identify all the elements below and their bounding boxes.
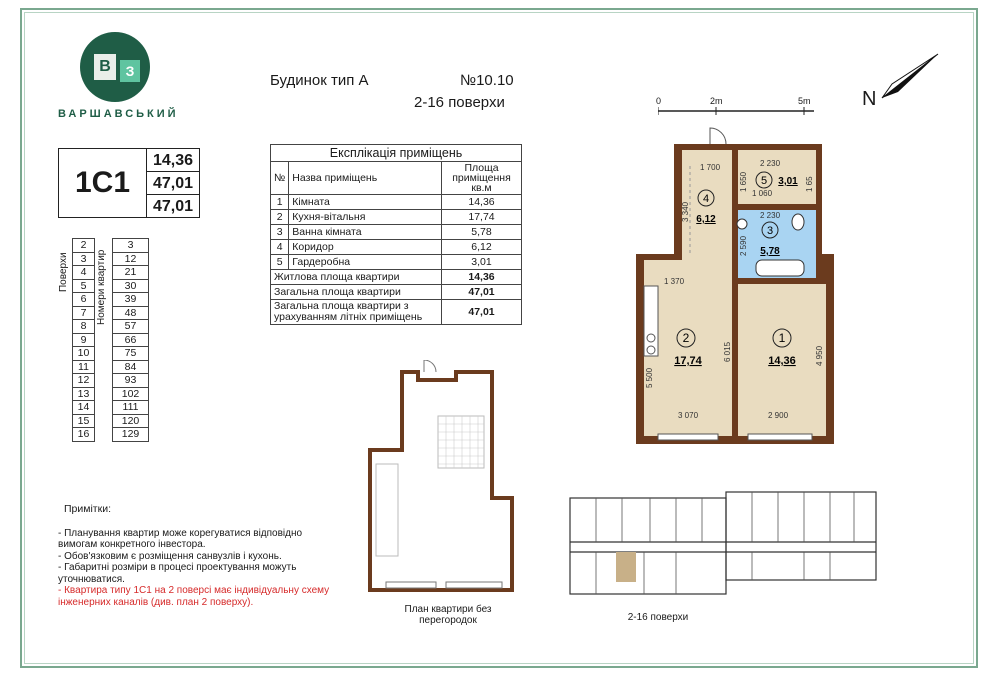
- floor-gap: [95, 401, 113, 415]
- total-summer-value: 47,01: [442, 300, 522, 325]
- floor-gap: [95, 293, 113, 307]
- floor-gap: [95, 387, 113, 401]
- north-label: N: [862, 88, 877, 110]
- room-area: 5,78: [442, 225, 522, 240]
- floor-row: [73, 428, 149, 442]
- dim-2230-bath: 2 230: [760, 211, 781, 220]
- scale-zero: 0: [656, 96, 662, 106]
- scale-line: [658, 107, 818, 115]
- floor-row: [73, 293, 149, 307]
- dim-1060: 1 060: [752, 189, 773, 198]
- dim-2230-top: 2 230: [760, 159, 781, 168]
- logo-mark: [80, 32, 150, 102]
- brand-logo: [58, 32, 179, 120]
- floor-row: [73, 414, 149, 428]
- apartment-number: 102: [113, 387, 149, 401]
- floor-number: 7: [73, 306, 95, 320]
- apartment-number: 75: [113, 347, 149, 361]
- apartment-number: 21: [113, 266, 149, 280]
- room-row: [271, 210, 522, 225]
- note-item: - Габаритні розміри в процесі проектування можуть уточнюватися.: [58, 562, 297, 585]
- sink: [737, 219, 747, 229]
- dim-1650-right: 1 65: [805, 176, 814, 192]
- dim-2590: 2 590: [739, 235, 748, 256]
- note-item-red: - Квартира типу 1С1 на 2 поверсі має індивідуальну схему інженерних каналів (див. план 2 поверху).: [58, 585, 330, 608]
- caption-plan-no-partitions: План квартири без перегородок: [404, 604, 492, 626]
- room-row: [271, 255, 522, 270]
- floor-overview-plan: [566, 490, 884, 604]
- dim-2900: 2 900: [768, 411, 789, 420]
- dim-3340: 3 340: [681, 201, 690, 222]
- window-bedroom: [748, 434, 812, 440]
- room-name: Кухня-вітальня: [289, 210, 442, 225]
- dim-1370: 1 370: [664, 277, 685, 286]
- room-2-number: 2: [682, 331, 690, 345]
- floor-number: 5: [73, 279, 95, 293]
- floor-gap: [95, 374, 113, 388]
- floor-gap: [95, 428, 113, 442]
- floor-number: 8: [73, 320, 95, 334]
- window-left: [386, 582, 436, 588]
- room-3-number: 3: [766, 225, 774, 237]
- room-4-number: 4: [702, 193, 710, 205]
- floor-row: [73, 347, 149, 361]
- apartment-code-box: [58, 148, 200, 218]
- floor-row: [73, 374, 149, 388]
- toilet: [792, 214, 804, 230]
- floor-gap: [95, 333, 113, 347]
- room-name: Ванна кімната: [289, 225, 442, 240]
- brand-name: ВАРШАВСЬКИЙ: [58, 108, 179, 120]
- window-right: [446, 582, 502, 588]
- room-1-area: 14,36: [768, 355, 796, 367]
- apartments-label: Номери квартир: [96, 249, 107, 325]
- dim-5500: 5 500: [645, 367, 654, 388]
- room-num: 4: [271, 240, 289, 255]
- explication-table: [270, 144, 522, 325]
- room-num: 1: [271, 195, 289, 210]
- col-area-header: Площа приміщення кв.м: [442, 162, 522, 195]
- floor-number: 9: [73, 333, 95, 347]
- room-name: Кімната: [289, 195, 442, 210]
- apartment-number: 84: [113, 360, 149, 374]
- room-5-area: 3,01: [778, 176, 798, 187]
- room-num: 2: [271, 210, 289, 225]
- floor-number: 12: [73, 374, 95, 388]
- living-area-value: 14,36: [442, 270, 522, 285]
- apartment-number: 39: [113, 293, 149, 307]
- room-3-area: 5,78: [760, 246, 780, 257]
- dim-1650: 1 650: [739, 171, 748, 192]
- floor-row: [73, 387, 149, 401]
- floor-row: [73, 266, 149, 280]
- floor-gap: [95, 414, 113, 428]
- floor-number: 13: [73, 387, 95, 401]
- floor-gap: [95, 266, 113, 280]
- room-name: Гардеробна: [289, 255, 442, 270]
- building-type: Будинок тип А: [270, 72, 369, 89]
- entry-door: [710, 128, 726, 144]
- building-number: №10.10: [460, 72, 514, 89]
- col-name-header: Назва приміщень: [289, 162, 442, 195]
- note-item: - Планування квартир може корегуватися відповідно вимогам конкретного інвестора.: [58, 527, 303, 550]
- plan-outline: [370, 372, 512, 590]
- floor-number: 16: [73, 428, 95, 442]
- room-5-number: 5: [760, 175, 768, 187]
- dim-6015: 6 015: [723, 341, 732, 362]
- floor-row: [73, 320, 149, 334]
- apartment-value-total-summer: 47,01: [152, 198, 194, 215]
- room-2-area: 17,74: [674, 355, 702, 367]
- floor-row: [73, 306, 149, 320]
- room-1-number: 1: [778, 331, 786, 345]
- floor-gap: [95, 306, 113, 320]
- living-area-label: Житлова площа квартири: [271, 270, 442, 285]
- floor-number: 6: [73, 293, 95, 307]
- total-area-label: Загальна площа квартири: [271, 285, 442, 300]
- room-num: 5: [271, 255, 289, 270]
- apartment-values: [147, 149, 199, 217]
- total-area-value: 47,01: [442, 285, 522, 300]
- apartment-number: 57: [113, 320, 149, 334]
- logo-letter-left: В: [94, 54, 116, 80]
- total-summer-label: Загальна площа квартири з урахуванням літніх приміщень: [271, 300, 442, 325]
- room-row: [271, 240, 522, 255]
- floor-row: [73, 360, 149, 374]
- apartment-code: 1С1: [59, 149, 147, 217]
- floor-row: [73, 401, 149, 415]
- apartment-number: 111: [113, 401, 149, 415]
- scale-end: 5m: [798, 96, 811, 106]
- highlighted-apartment: [616, 552, 636, 582]
- apartment-number: 30: [113, 279, 149, 293]
- floor-gap: [95, 279, 113, 293]
- logo-letter-right: З: [120, 60, 140, 82]
- room-4-area: 6,12: [696, 214, 716, 225]
- apartment-number: 129: [113, 428, 149, 442]
- notes: [58, 504, 338, 608]
- apartment-number: 120: [113, 414, 149, 428]
- caption-floors: 2-16 поверхи: [627, 612, 689, 623]
- apartment-number: 3: [113, 239, 149, 253]
- floor-number: 4: [73, 266, 95, 280]
- apartment-number: 66: [113, 333, 149, 347]
- floor-row: [73, 333, 149, 347]
- window-kitchen: [658, 434, 718, 440]
- room-area: 14,36: [442, 195, 522, 210]
- scale-mid: 2m: [710, 96, 723, 106]
- floor-row: [73, 252, 149, 266]
- dim-1700: 1 700: [700, 163, 721, 172]
- bathtub: [756, 260, 804, 276]
- explication-title: Експлікація приміщень: [271, 145, 522, 162]
- col-num-header: №: [271, 162, 289, 195]
- apartment-value-total: 47,01: [147, 172, 199, 195]
- room-num: 3: [271, 225, 289, 240]
- apartment-number: 93: [113, 374, 149, 388]
- dim-3070: 3 070: [678, 411, 699, 420]
- apartment-number: 48: [113, 306, 149, 320]
- floor-number: 15: [73, 414, 95, 428]
- room-area: 3,01: [442, 255, 522, 270]
- floor-number: 11: [73, 360, 95, 374]
- floor-gap: [95, 347, 113, 361]
- floor-gap: [95, 252, 113, 266]
- room-name: Коридор: [289, 240, 442, 255]
- apartment-number: 12: [113, 252, 149, 266]
- room-area: 17,74: [442, 210, 522, 225]
- floor-number: 3: [73, 252, 95, 266]
- floor-gap: [95, 360, 113, 374]
- note-item: - Обов'язковим є розміщення санвузлів і кухонь.: [58, 550, 282, 562]
- room-row: [271, 195, 522, 210]
- floor-gap: [95, 320, 113, 334]
- floors-range: 2-16 поверхи: [414, 94, 505, 111]
- floors-table: [72, 238, 149, 442]
- plan-without-partitions: [362, 360, 516, 596]
- dim-4950: 4 950: [815, 345, 824, 366]
- apartment-value-living: 14,36: [147, 149, 199, 172]
- apartment-floor-plan: [630, 126, 840, 446]
- room-area: 6,12: [442, 240, 522, 255]
- door-arc: [424, 360, 436, 372]
- floor-number: 14: [73, 401, 95, 415]
- floor-number: 10: [73, 347, 95, 361]
- room-row: [271, 225, 522, 240]
- notes-title: Примітки:: [64, 503, 111, 515]
- floor-row: [73, 279, 149, 293]
- floor-row: [73, 239, 149, 253]
- floor-number: 2: [73, 239, 95, 253]
- floor-gap: [95, 239, 113, 253]
- floors-label: Поверхи: [58, 252, 69, 292]
